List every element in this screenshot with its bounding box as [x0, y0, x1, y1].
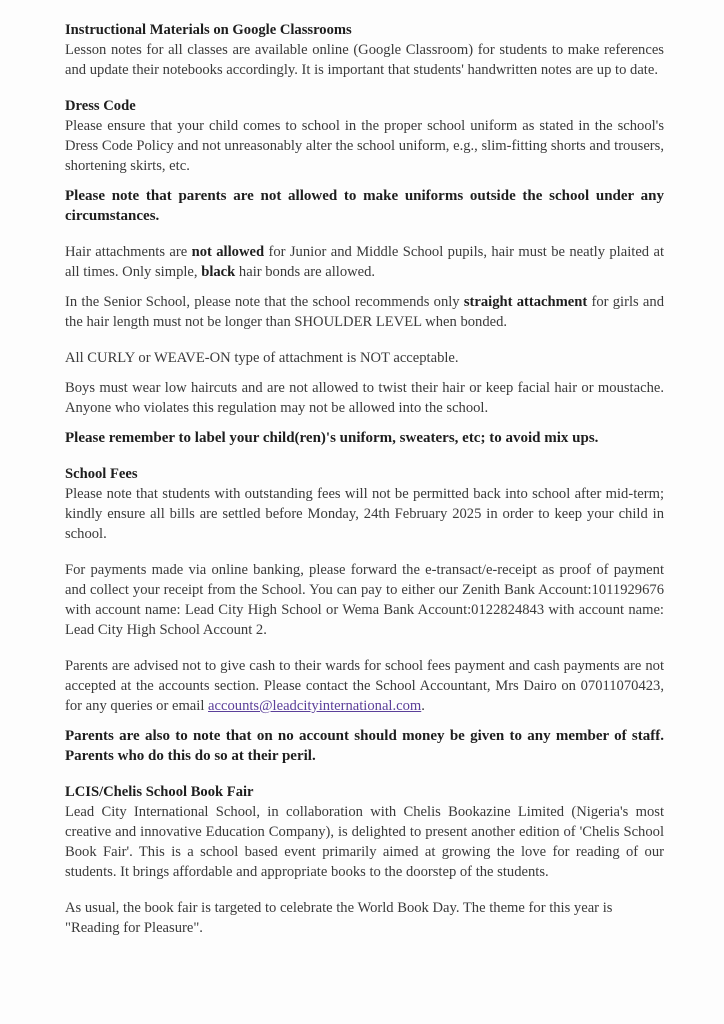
instructional-materials-body: Lesson notes for all classes are available online (Google Classroom) for students to make references and update their notebooks accordingly. It is important that students' handwritten notes are up to date. [65, 42, 664, 78]
book-fair-body: Lead City International School, in collaboration with Chelis Bookazine Limited (Nigeria's most creative and innovative Education Company), is delighted to present another edition of 'Chelis School Book Fair'. This is a school based event primarily aimed at growing the love for reading of our students. It brings affordable and appropriate books to the doorstep of the students. [65, 804, 664, 880]
hair-junior-bold-not-allowed: not allowed [191, 244, 265, 260]
book-fair-section [65, 782, 664, 938]
hair-senior-bold-straight: straight attachment [463, 294, 588, 310]
school-fees-heading: School Fees [65, 466, 138, 482]
instructional-materials-heading: Instructional Materials on Google Classrooms [65, 22, 352, 38]
online-payments-paragraph: For payments made via online banking, please forward the e-transact/e-receipt as proof of payment and collect your receipt from the School. You can pay to either our Zenith Bank Account:1011929676 with account name: Lead City High School or Wema Bank Account:0122824843 with account name: Lead City High School Account 2. [65, 562, 664, 638]
school-fees-body: Please note that students with outstanding fees will not be permitted back into school after mid-term; kindly ensure all bills are settled before Monday, 24th February 2025 in order to keep your child in school. [65, 486, 664, 542]
accounts-email-link[interactable]: accounts@leadcityinternational.com [208, 698, 422, 714]
hair-junior-bold-black: black [201, 264, 236, 280]
book-fair-theme: As usual, the book fair is targeted to celebrate the World Book Day. The theme for this year is "Reading for Pleasure". [65, 900, 613, 936]
dress-code-section [65, 96, 664, 448]
dress-code-heading: Dress Code [65, 98, 136, 114]
hair-junior-paragraph [65, 242, 664, 282]
hair-junior-text-3: hair bonds are allowed. [235, 264, 376, 280]
cash-payments-text: Parents are advised not to give cash to their wards for school fees payment and cash payments are not accepted at the accounts section. Please contact the School Accountant, Mrs Dairo on 07011070423, for any queries or email [65, 658, 664, 714]
school-fees-section [65, 464, 664, 766]
hair-junior-text-1: Hair attachments are [65, 244, 192, 260]
staff-money-notice: Parents are also to note that on no account should money be given to any member of staff. Parents who do this do so at their peril. [65, 728, 664, 764]
cash-payments-paragraph [65, 656, 664, 716]
boys-haircut-paragraph: Boys must wear low haircuts and are not allowed to twist their hair or keep facial hair or moustache. Anyone who violates this regulation may not be allowed into the school. [65, 380, 664, 416]
curly-attachment-paragraph: All CURLY or WEAVE-ON type of attachment is NOT acceptable. [65, 350, 459, 366]
cash-payments-end: . [421, 698, 425, 714]
label-uniform-notice: Please remember to label your child(ren)'s uniform, sweaters, etc; to avoid mix ups. [65, 430, 599, 446]
hair-junior-text-2: for Junior and Middle School pupils, hair must be neatly plaited at all times. Only simple, [65, 244, 665, 280]
hair-senior-text-2: for girls and the hair length must not be longer than SHOULDER LEVEL when bonded. [65, 294, 665, 330]
book-fair-heading: LCIS/Chelis School Book Fair [65, 784, 254, 800]
dress-code-body: Please ensure that your child comes to school in the proper school uniform as stated in the school's Dress Code Policy and not unreasonably alter the school uniform, e.g., slim-fitting shorts and trousers, shortening skirts, etc. [65, 118, 664, 174]
hair-senior-text-1: In the Senior School, please note that the school recommends only [65, 294, 464, 310]
instructional-materials-section [65, 20, 664, 80]
hair-senior-paragraph [65, 292, 664, 332]
uniform-notice: Please note that parents are not allowed to make uniforms outside the school under any circumstances. [65, 188, 664, 224]
